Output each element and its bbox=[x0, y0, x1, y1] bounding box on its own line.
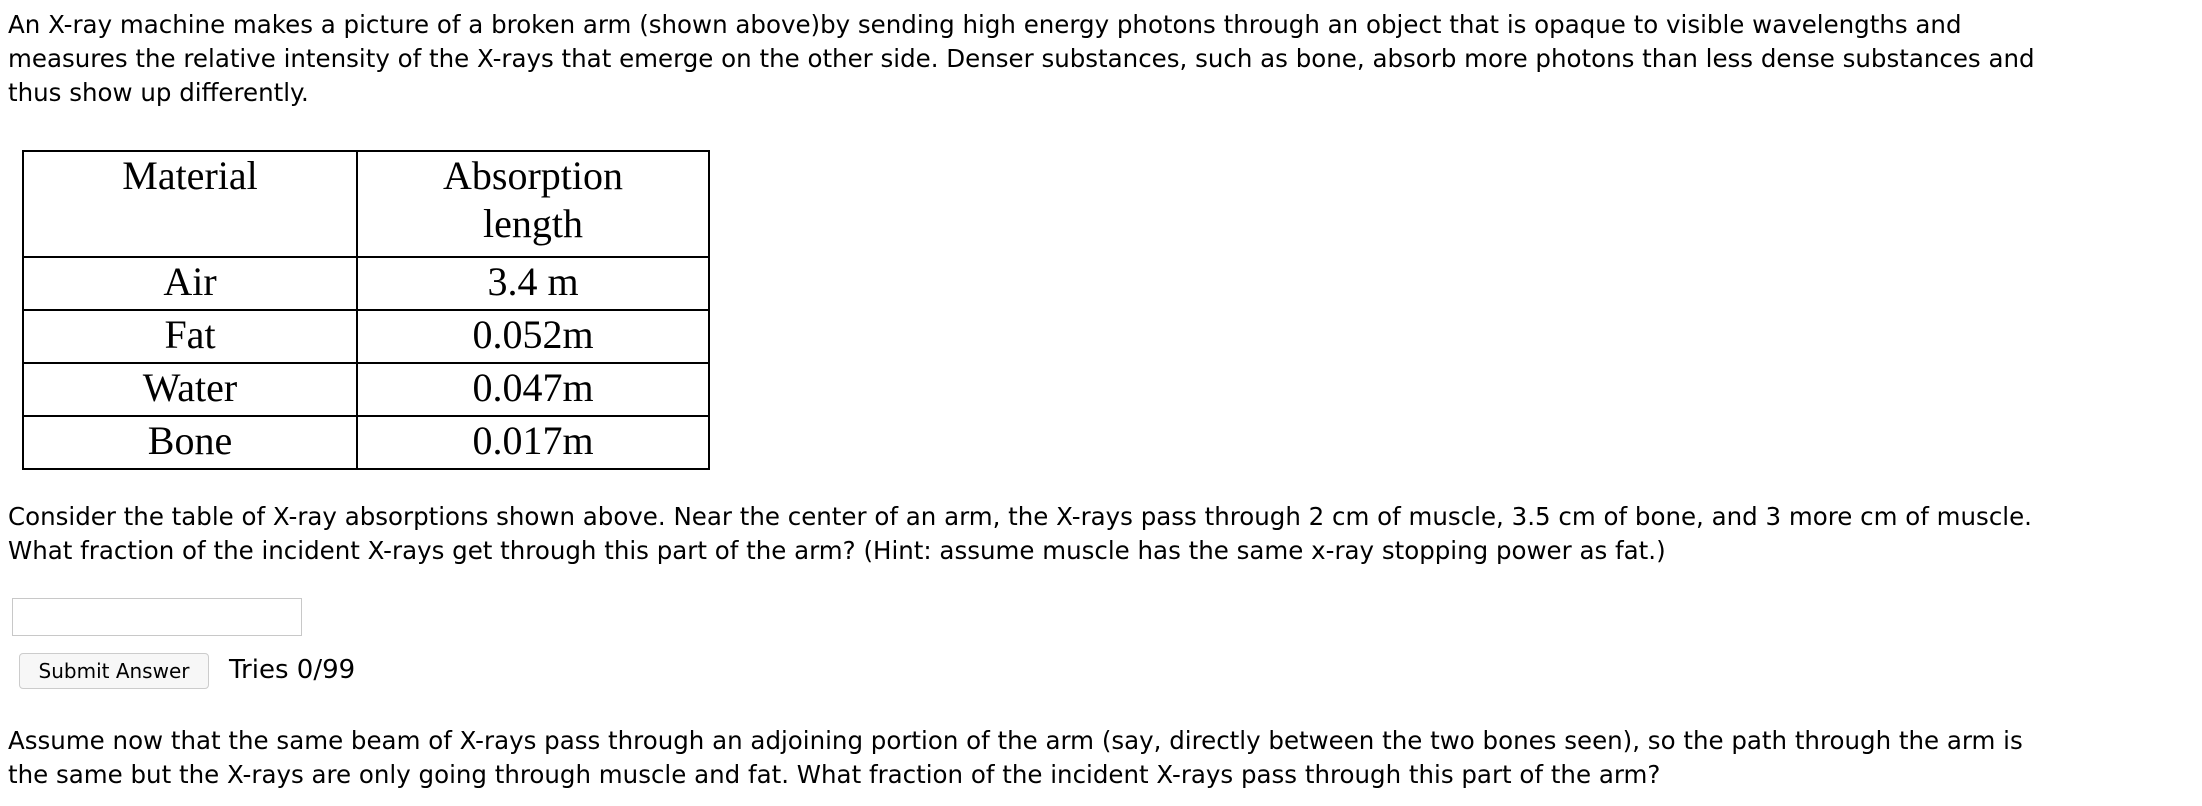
question-line: Assume now that the same beam of X-rays pass through an adjoining portion of the arm (say, directly between the two bones seen), so the path through the arm is bbox=[8, 726, 2023, 755]
question-line: the same but the X-rays are only going through muscle and fat. What fraction of the incident X-rays pass through this part of the arm? bbox=[8, 760, 1661, 789]
material-header: Material bbox=[23, 151, 357, 257]
question-1-paragraph bbox=[8, 500, 2032, 568]
question-2-paragraph bbox=[8, 724, 2023, 792]
table-row bbox=[23, 363, 709, 416]
intro-paragraph bbox=[8, 8, 2035, 110]
material-cell: Water bbox=[23, 363, 357, 416]
answer-input[interactable] bbox=[12, 598, 302, 636]
intro-line: measures the relative intensity of the X-rays that emerge on the other side. Denser substances, such as bone, absorb more photons than less dense substances and bbox=[8, 44, 2035, 73]
length-cell: 0.052m bbox=[357, 310, 709, 363]
length-cell: 0.047m bbox=[357, 363, 709, 416]
absorption-length-header: Absorption length bbox=[357, 151, 709, 257]
table-header-row bbox=[23, 151, 709, 257]
intro-line: An X-ray machine makes a picture of a broken arm (shown above)by sending high energy photons through an object that is opaque to visible wavelengths and bbox=[8, 10, 1962, 39]
question-line: What fraction of the incident X-rays get through this part of the arm? (Hint: assume muscle has the same x-ray stopping power as fat.) bbox=[8, 536, 1666, 565]
submit-answer-button[interactable]: Submit Answer bbox=[19, 653, 209, 689]
absorption-table bbox=[22, 150, 710, 470]
question-line: Consider the table of X-ray absorptions shown above. Near the center of an arm, the X-rays pass through 2 cm of muscle, 3.5 cm of bone, and 3 more cm of muscle. bbox=[8, 502, 2032, 531]
intro-line: thus show up differently. bbox=[8, 78, 309, 107]
table-row bbox=[23, 416, 709, 469]
absorption-table-container bbox=[22, 150, 710, 470]
table-row bbox=[23, 257, 709, 310]
length-cell: 0.017m bbox=[357, 416, 709, 469]
length-cell: 3.4 m bbox=[357, 257, 709, 310]
material-cell: Bone bbox=[23, 416, 357, 469]
material-cell: Fat bbox=[23, 310, 357, 363]
table-row bbox=[23, 310, 709, 363]
material-cell: Air bbox=[23, 257, 357, 310]
tries-counter: Tries 0/99 bbox=[229, 655, 356, 685]
